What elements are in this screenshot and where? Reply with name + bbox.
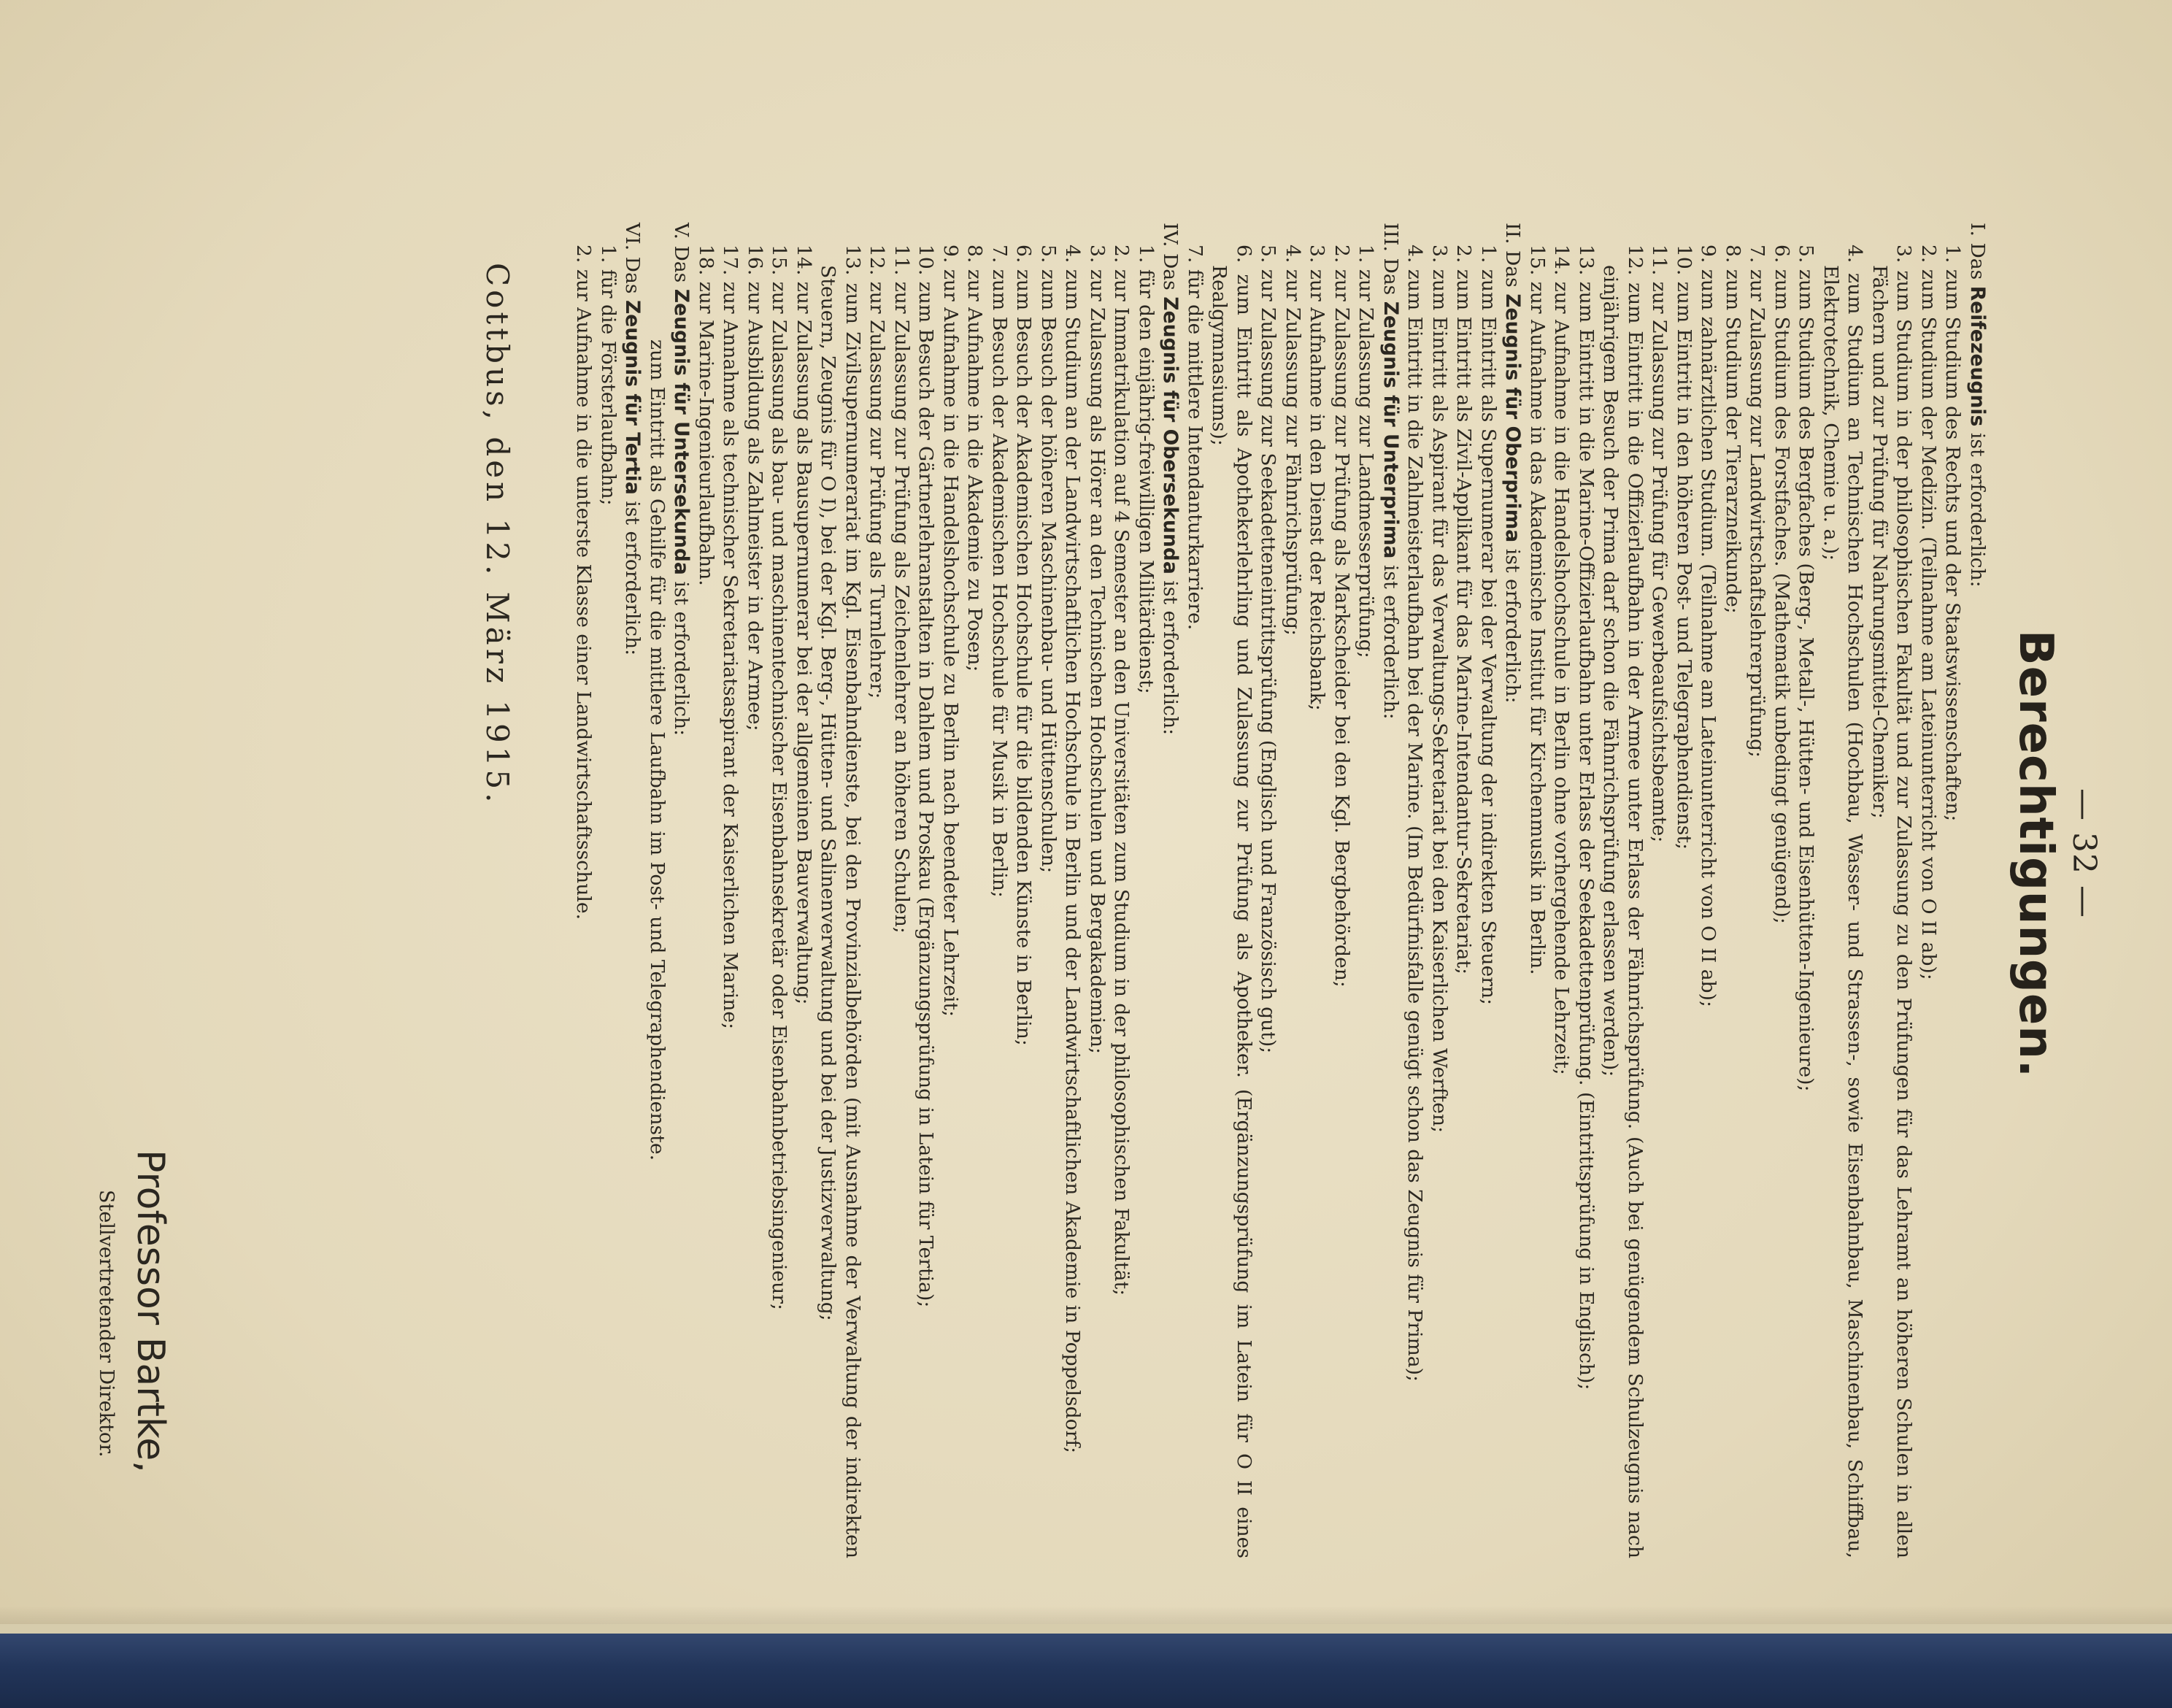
section-heading (669, 223, 694, 1558)
section-keyword: Reifezeugnis (1966, 285, 1989, 427)
list-item: 17. zur Annahme als technischer Sekretariatsaspirant der Kaiserlichen Marine; (719, 245, 742, 1030)
list-item: 7. zur Zulassung zur Landwirtschaftslehrerprüfung; (1746, 245, 1769, 758)
entitlements-list (571, 223, 1990, 1558)
list-item: 8. zur Aufnahme in die Akademie zu Posen; (963, 245, 987, 672)
section-keyword: Zeugnis für Untersekunda (670, 288, 693, 575)
section-number: III. (1379, 223, 1402, 252)
list-item: 5. zur Zulassung zur Seekadetteneintrittsprüfung (Englisch und Französisch gut); (1257, 245, 1280, 1054)
list-item: 6. zum Eintritt als Apothekerlehrling und Zulassung zur Prüfung als Apotheker. (Ergänzungsprüfung im Latein für O II eines Realgymnasiums); (1208, 245, 1255, 1558)
list-item: 9. zum zahnärztlichen Studium. (Teilnahme am Lateinunterricht von O II ab); (1697, 245, 1720, 1007)
section-requirement: ist erforderlich: (621, 501, 644, 656)
list-item: 3. zum Eintritt als Aspirant für das Verwaltungs-Sekretariat bei den Kaiserlichen Werften; (1428, 245, 1451, 1134)
list-item: 15. zur Zulassung als bau- und maschinentechnischer Eisenbahnsekretär oder Eisenbahnbetriebsingenieur; (768, 245, 791, 1310)
section-text: zum Eintritt als Gehilfe für die mittlere Laufbahn im Post- und Telegraphendienste. (646, 339, 669, 1161)
section-intro: Das (1379, 258, 1402, 296)
section-heading (1501, 223, 1525, 1558)
list-item: 1. für die Försterlaufbahn; (597, 245, 620, 506)
list-item: 8. zum Studium der Tierarzneikunde; (1722, 245, 1744, 614)
list-item: 10. zum Besuch der Gärtnerlehranstalten in Dahlem und Proskau (Ergänzungsprüfung in Latein für Tertia); (914, 245, 938, 1308)
section-intro: Das (670, 245, 693, 283)
list-item: 1. zum Eintritt als Supernumerar bei der Verwaltung der indirekten Steuern; (1477, 245, 1500, 1006)
list-item: 11. zur Zulassung zur Prüfung als Zeichenlehrer an höheren Schulen; (890, 245, 913, 934)
list-item: 2. zur Aufnahme in die unterste Klasse einer Landwirtschaftsschule. (572, 245, 596, 920)
section-number: I. (1966, 223, 1989, 236)
section-number: II. (1501, 223, 1525, 245)
section (1525, 223, 1990, 1558)
list-item: 5. zum Studium des Bergfaches (Berg-, Metall-, Hütten- und Eisenhütten-Ingenieure); (1795, 245, 1818, 1092)
list-item: 4. zum Eintritt in die Zahlmeisterlaufbahn bei der Marine. (Im Bedürfnisfalle genügt schon das Zeugnis für Prima); (1403, 245, 1427, 1382)
list-item: 6. zum Besuch der Akademischen Hochschule für die bildenden Künste in Berlin; (1012, 245, 1036, 1046)
section-number: IV. (1159, 223, 1182, 247)
list-item: 3. zum Studium in der philosophischen Fakultät und zur Zulassung zu den Prüfungen für das Lehramt an höheren Schulen in allen Fächern und zur Prüfung für Nahrungsmittel-Chemiker; (1868, 245, 1916, 1558)
section-heading (620, 223, 645, 1558)
list-item: 4. zur Zulassung zur Fähnrichsprüfung; (1282, 245, 1304, 636)
signature-name: Professor Bartke, (128, 1150, 172, 1473)
list-item: 10. zum Eintritt in den höheren Post- und Telegraphendienst; (1673, 245, 1695, 850)
section-keyword: Zeugnis für Tertia (621, 299, 644, 495)
list-item: 2. zum Studium der Medizin. (Teilnahme am Lateinunterricht von O II ab); (1917, 245, 1940, 980)
section-requirement: ist erforderlich: (1966, 432, 1989, 588)
list-item: 12. zum Eintritt in die Offizierlaufbahn in der Armee unter Erlass der Fähnrichsprüfung. (Auch bei genügendem Schulzeugnis nach einjährigem Besuch der Prima darf schon die Fähnrichsprüfung erlassen werden); (1599, 245, 1647, 1558)
section-intro: Das (1966, 242, 1989, 280)
list-item: 2. zur Zulassung zur Prüfung als Markscheider bei den Kgl. Bergbehörden; (1330, 245, 1353, 988)
section-requirement: ist erforderlich: (1501, 548, 1525, 704)
list-item: 11. zur Zulassung zur Prüfung für Gewerbeaufsichtsbeamte; (1648, 245, 1671, 843)
section-intro: Das (621, 256, 644, 294)
list-item: 15. zur Aufnahme in das Akademische Institut für Kirchenmusik in Berlin. (1526, 245, 1549, 975)
list-item: 14. zur Aufnahme in die Handelshochschule in Berlin ohne vorhergehende Lehrzeit; (1550, 245, 1574, 1075)
list-item: 1. zur Zulassung zur Landmesserprüfung; (1355, 245, 1378, 658)
list-item: 12. zur Zulassung zur Prüfung als Turnlehrer; (866, 245, 889, 699)
section-heading (1965, 223, 1990, 1558)
list-item: 14. zur Zulassung als Bausupernumerar bei der allgemeinen Bauverwaltung; (793, 245, 815, 1005)
section-heading (1379, 223, 1403, 1558)
list-item: 16. zur Ausbildung als Zahlmeister in der Armee; (744, 245, 766, 731)
document-title: Berechtigungen. (2009, 629, 2063, 1079)
place-date: Cottbus, den 12. März 1915. (480, 263, 515, 807)
list-item: 7. zum Besuch der Akademischen Hochschule für Musik in Berlin; (988, 245, 1011, 898)
section-intro: Das (1159, 253, 1182, 291)
section (645, 223, 694, 1558)
section (1403, 223, 1525, 1558)
list-item: 3. zur Aufnahme in den Dienst der Reichsbank; (1306, 245, 1329, 711)
list-item: 9. zur Aufnahme in die Handelshochschule zu Berlin nach beendeter Lehrzeit; (939, 245, 962, 1018)
signature-role: Stellvertretender Direktor. (95, 1190, 118, 1458)
list-item: 13. zum Eintritt in die Marine-Offizierlaufbahn unter Erlass der Seekadettenprüfung. (Eintrittsprüfung in Englisch); (1575, 245, 1598, 1390)
section-keyword: Zeugnis für Obersekunda (1159, 296, 1182, 574)
list-item: 18. zur Marine-Ingenieurlaufbahn. (695, 245, 717, 586)
list-item: 3. zur Zulassung als Hörer an den Technischen Hochschulen und Bergakademien; (1086, 245, 1109, 1054)
section (571, 223, 645, 1558)
section (694, 223, 1183, 1558)
list-item: 2. zum Eintritt als Zivil-Applikant für das Marine-Intendantur-Sekretariat; (1452, 245, 1476, 975)
list-item: 13. zum Zivilsupernumerariat im Kgl. Eisenbahndienste, bei den Provinzialbehörden (mit Ausnahme der Verwaltung der indirekten Steuern, Zeugnis für O I), bei der Kgl. Berg-, Hütten- und Salinenverwaltung und bei der Justizverwaltung; (817, 245, 864, 1558)
section-intro: Das (1501, 250, 1525, 288)
section-requirement: ist erforderlich: (670, 581, 693, 736)
list-item: 1. zum Studium des Rechts und der Staatswissenschaften; (1941, 245, 1965, 822)
section-number: VI. (621, 223, 644, 251)
list-item: 4. zum Studium an Technischen Hochschulen (Hochbau, Wasser- und Strassen-, sowie Eisenbahnbau, Maschinenbau, Schiffbau, Elektrotechnik, Chemie u. a.); (1819, 245, 1867, 1558)
section-requirement: ist erforderlich: (1159, 580, 1182, 736)
section (1183, 223, 1403, 1558)
list-item: 5. zum Besuch der höheren Maschinenbau- und Hüttenschulen; (1037, 245, 1060, 874)
section-keyword: Zeugnis für Oberprima (1501, 293, 1525, 543)
list-item: 2. zur Immatrikulation auf 4 Semester an den Universitäten zum Studium in der philosophischen Fakultät; (1110, 245, 1133, 1296)
section-keyword: Zeugnis für Unterprima (1379, 301, 1402, 559)
section-requirement: ist erforderlich: (1379, 564, 1402, 720)
list-item: 6. zum Studium des Forstfaches. (Mathematik unbedingt genügend); (1771, 245, 1793, 924)
list-item: 7. für die mittlere Intendanturkarriere. (1184, 245, 1206, 631)
list-item: 4. zum Studium an der Landwirtschaftlichen Hochschule in Berlin und der Landwirtschaftlichen Akademie in Poppelsdorf; (1061, 245, 1085, 1454)
list-item: 1. für den einjährig-freiwilligen Militärdienst; (1135, 245, 1158, 694)
page-number: — 32 — (2065, 788, 2103, 918)
section-heading (1158, 223, 1183, 1558)
section-number: V. (670, 223, 693, 240)
